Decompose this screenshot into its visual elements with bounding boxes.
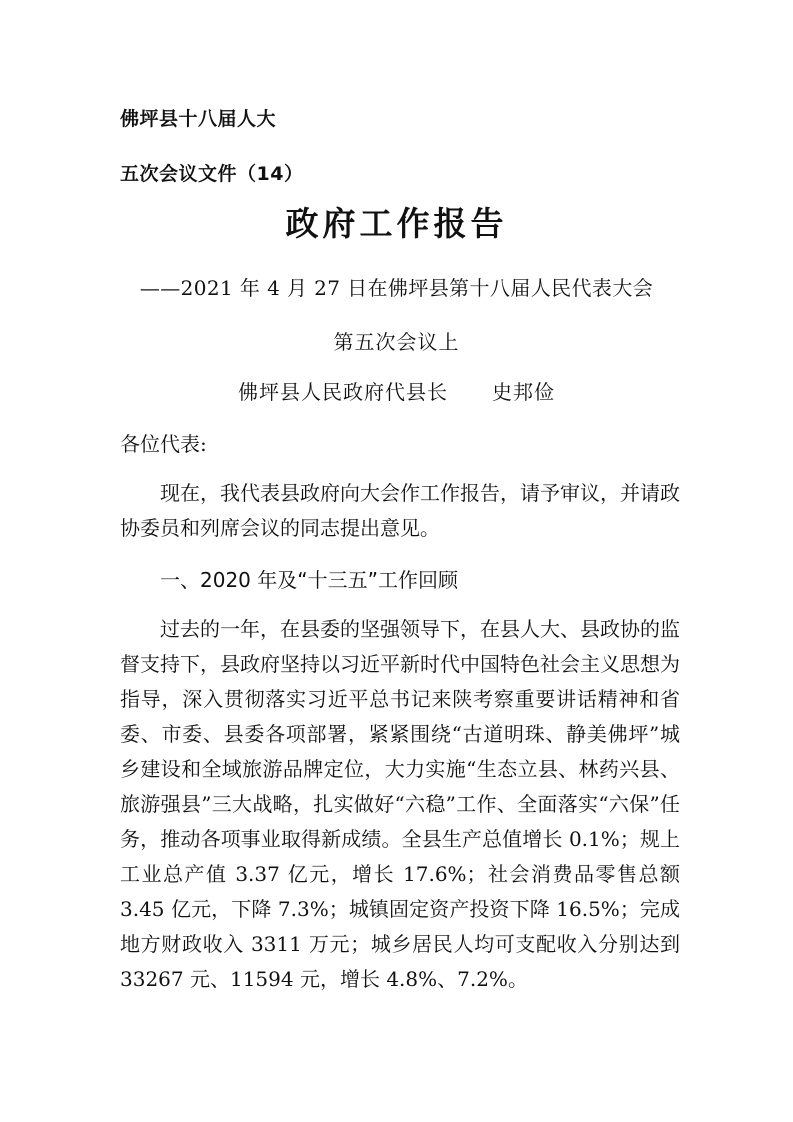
author-position: 佛坪县人民政府代县长 — [238, 380, 448, 404]
subtitle-line-2: 第五次会议上 — [333, 330, 460, 354]
intro-paragraph: 现在，我代表县政府向大会作工作报告，请予审议，并请政协委员和列席会议的同志提出意见。 — [120, 481, 680, 540]
author-name: 史邦俭 — [492, 380, 555, 404]
section-heading: 一、2020 年及“十三五”工作回顾 — [160, 568, 458, 592]
report-title: 政府工作报告 — [285, 204, 508, 243]
document-issuer: 佛坪县十八届人大 — [120, 108, 277, 130]
author-line — [0, 376, 793, 405]
subtitle-line-1: ——2021 年 4 月 27 日在佛坪县第十八届人民代表大会 — [139, 276, 654, 300]
salutation: 各位代表: — [120, 432, 207, 456]
document-number: 五次会议文件（14） — [120, 163, 304, 185]
review-paragraph: 过去的一年，在县委的坚强领导下，在县人大、县政协的监督支持下，县政府坚持以习近平新时代中国特色社会主义思想为指导，深入贯彻落实习近平总书记来陕考察重要讲话精神和省委、市委、县委各项部署，紧紧围绕“古道明珠、静美佛坪”城乡建设和全域旅游品牌定位，大力实施“生态立县、林药兴县、旅游强县”三大战略，扎实做好“六稳”工作、全面落实“六保”任务，推动各项事业取得新成绩。全县生产总值增长 0.1%；规上工业总产值 3.37 亿元，增长 17.6%；社会消费品零售总额 3.45 亿元，下降 7.3%；城镇固定资产投资下降 16.5%；完成地方财政收入 3311 万元；城乡居民人均可支配收入分别达到 33267 元、11594 元，增长 4.8%、7.2%。 — [120, 617, 680, 991]
